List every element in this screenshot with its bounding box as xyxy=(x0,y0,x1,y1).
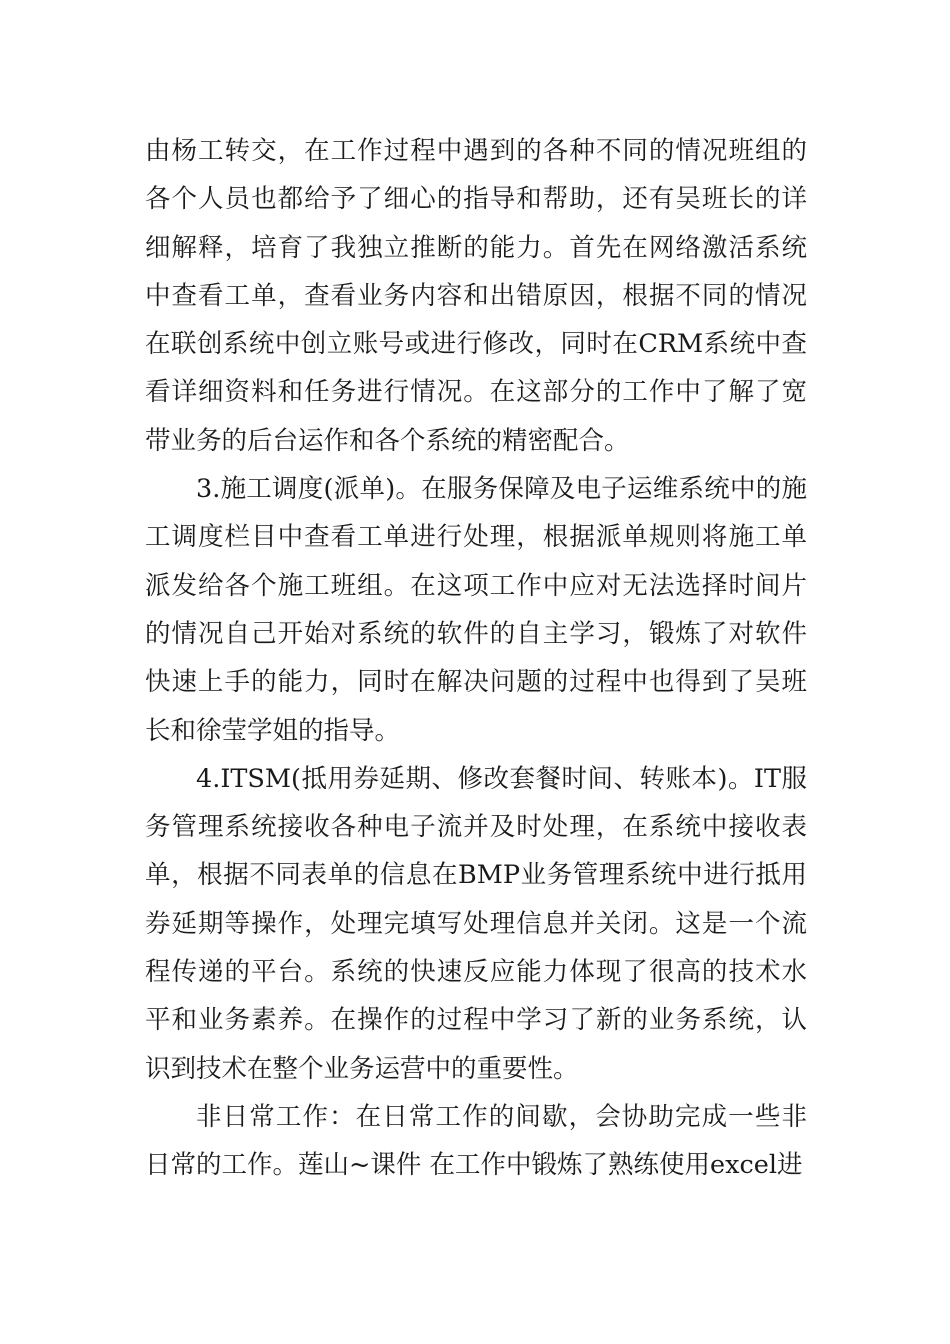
paragraph-non-routine-work: 非日常工作：在日常工作的间歇，会协助完成一些非日常的工作。莲山~课件 在工作中锻炼了熟练使用excel进 xyxy=(145,1101,807,1181)
paragraph-continued: 由杨工转交，在工作过程中遇到的各种不同的情况班组的各个人员也都给予了细心的指导和帮助，还有吴班长的详细解释，培育了我独立推断的能力。首先在网络激活系统中查看工单，查看业务内容和出错原因，根据不同的情况在联创系统中创立账号或进行修改，同时在CRM系统中查看详细资料和任务进行情况。在这部分的工作中了解了宽带业务的后台运作和各个系统的精密配合。 xyxy=(145,136,807,456)
paragraph-construction-dispatch: 3.施工调度(派单)。在服务保障及电子运维系统中的施工调度栏目中查看工单进行处理，根据派单规则将施工单派发给各个施工班组。在这项工作中应对无法选择时间片的情况自己开始对系统的软件的自主学习，锻炼了对软件快速上手的能力，同时在解决问题的过程中也得到了吴班长和徐莹学姐的指导。 xyxy=(145,474,807,746)
document-body xyxy=(145,127,807,1190)
paragraph-itsm: 4.ITSM(抵用券延期、修改套餐时间、转账本)。IT服务管理系统接收各种电子流并及时处理，在系统中接收表单，根据不同表单的信息在BMP业务管理系统中进行抵用券延期等操作，处理完填写处理信息并关闭。这是一个流程传递的平台。系统的快速反应能力体现了很高的技术水平和业务素养。在操作的过程中学习了新的业务系统，认识到技术在整个业务运营中的重要性。 xyxy=(145,763,807,1084)
